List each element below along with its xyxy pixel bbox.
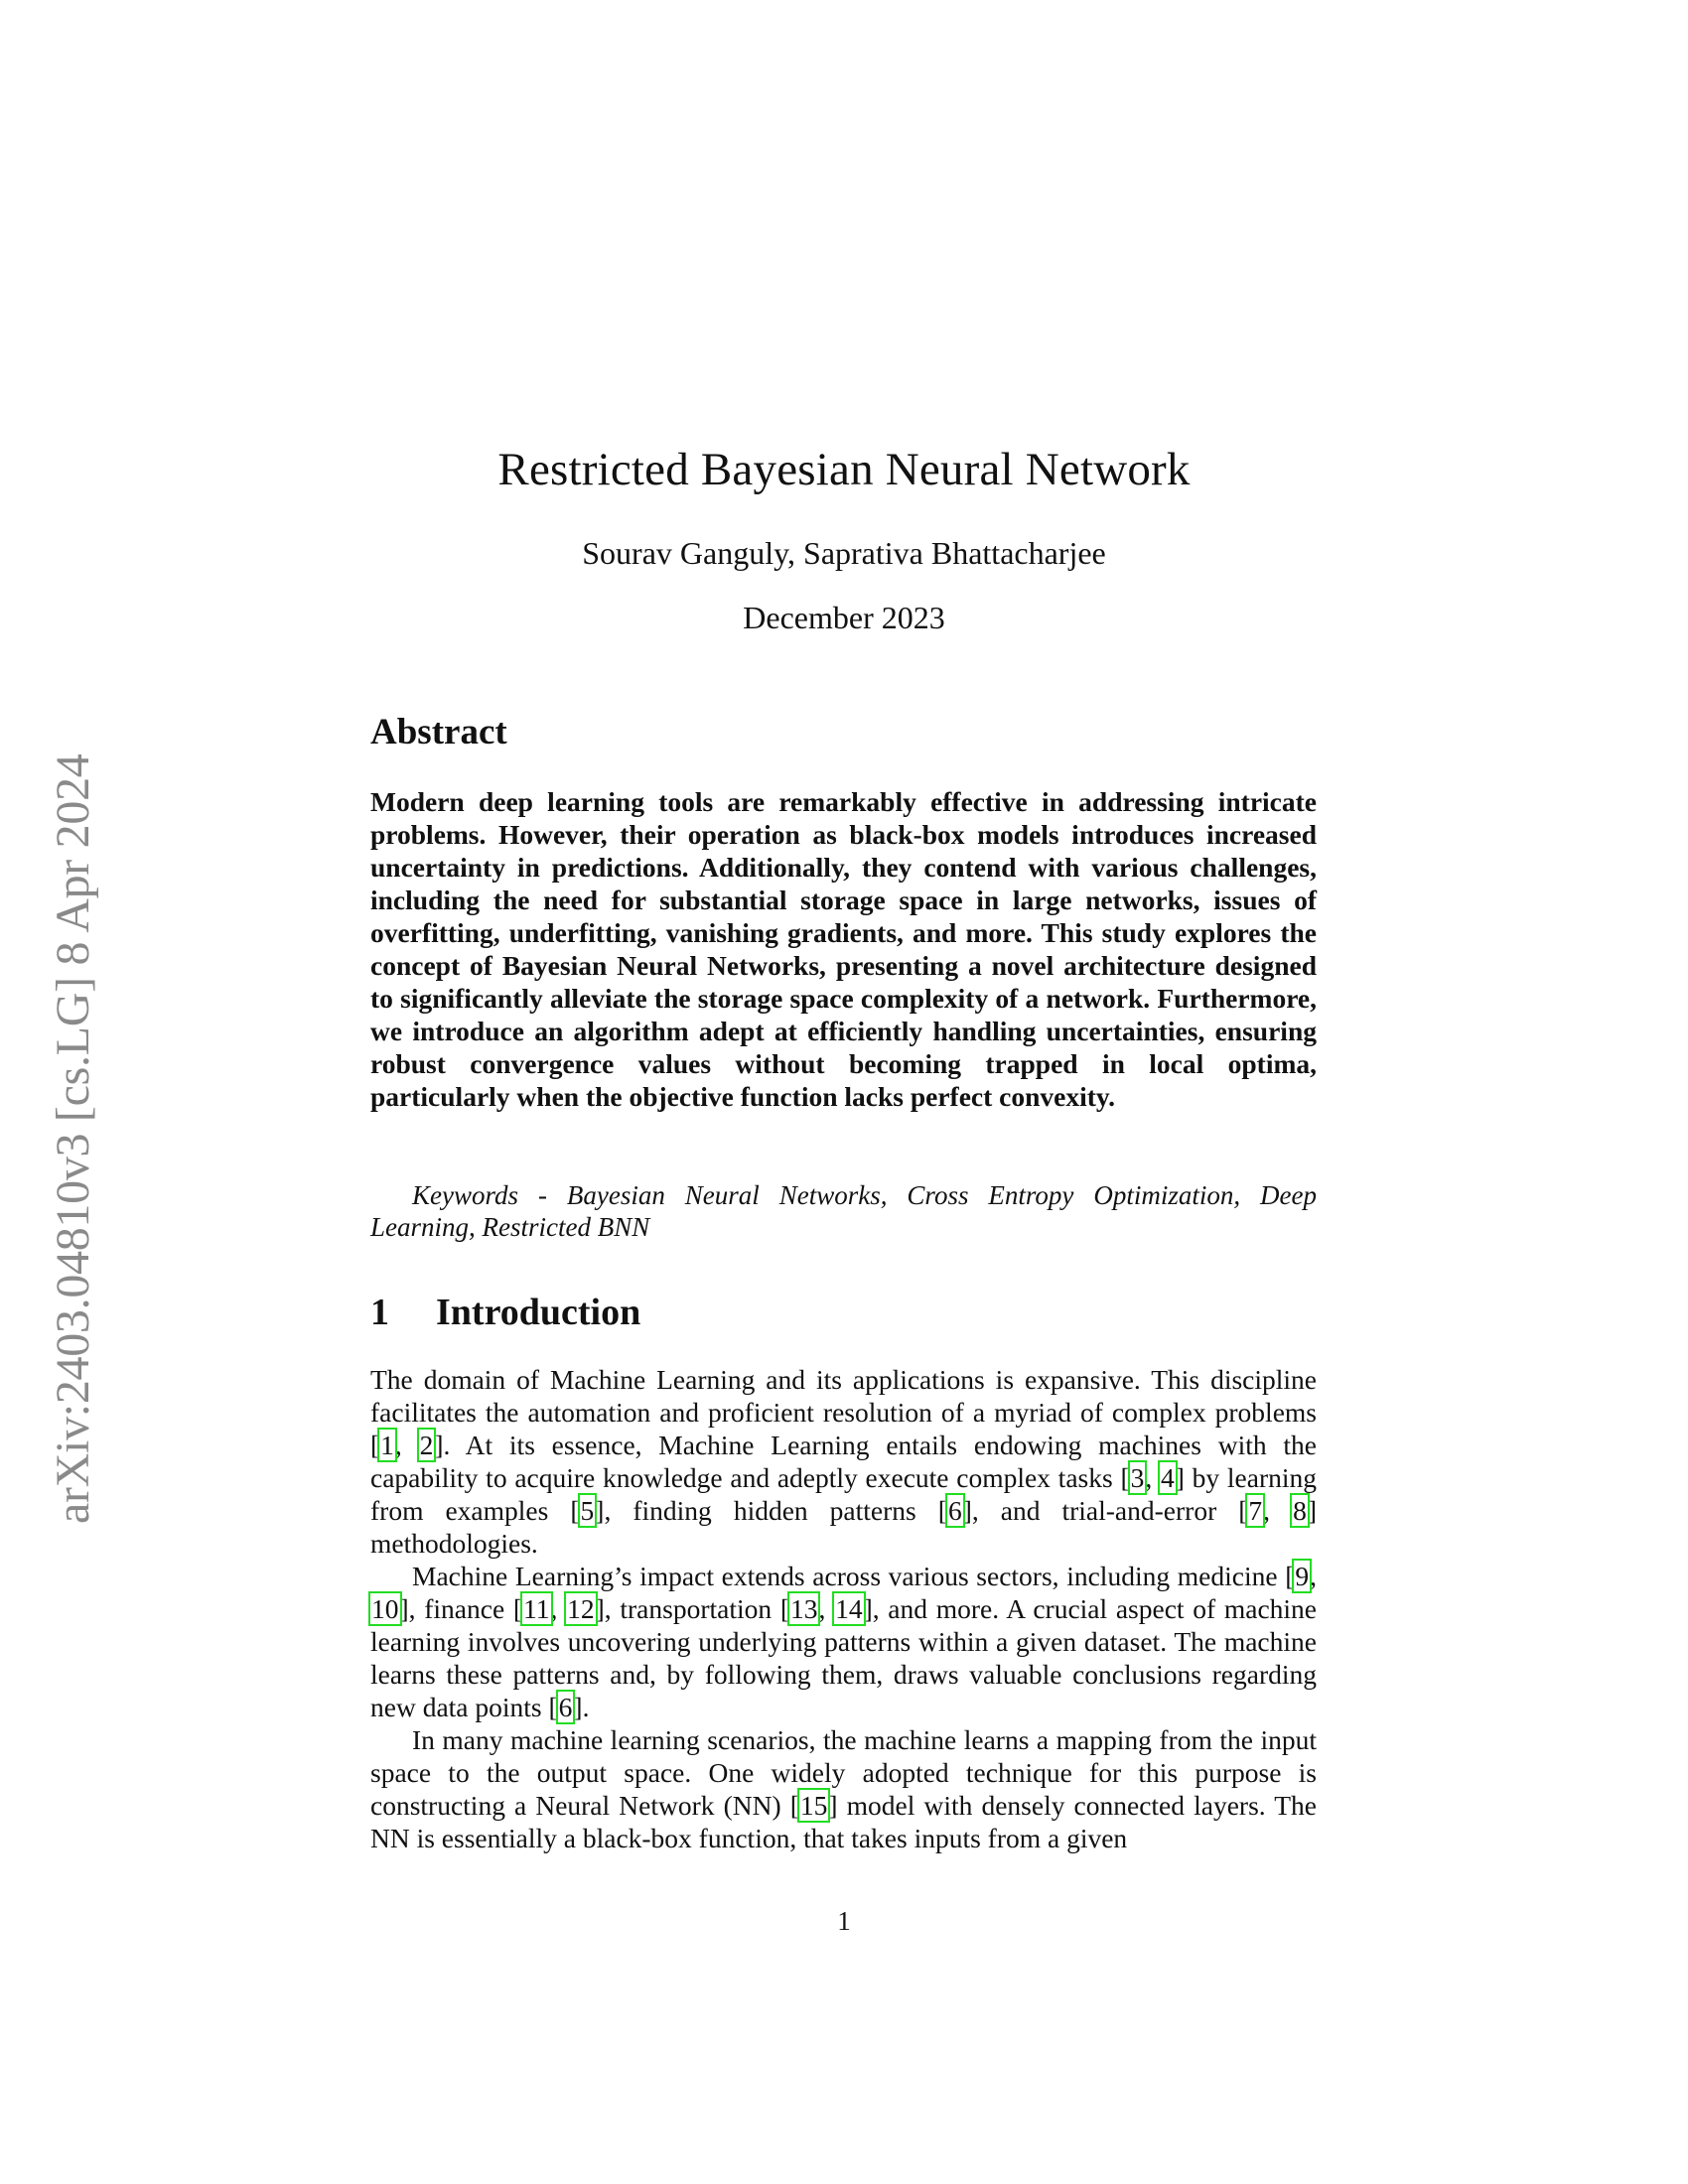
citation-link[interactable]: 10 (371, 1593, 399, 1624)
citation-link[interactable]: 14 (835, 1593, 863, 1624)
paragraph-text: by learning from examples (370, 1462, 1318, 1526)
citation-link[interactable]: 7 (1248, 1495, 1263, 1526)
paper-authors: Sourav Ganguly, Saprativa Bhattacharjee (582, 535, 1106, 571)
page-number: 1 (837, 1906, 851, 1936)
abstract-heading: Abstract (370, 712, 507, 752)
citation: [15] (789, 1790, 838, 1821)
citation-link[interactable]: 2 (419, 1430, 434, 1460)
citation: [13, 14] (779, 1593, 873, 1624)
citation: [5] (570, 1495, 605, 1526)
paragraph (370, 1723, 1317, 1854)
section-number: 1 (370, 1292, 389, 1333)
section-title: Introduction (436, 1292, 641, 1333)
paragraph-text: , finding hidden patterns (604, 1495, 938, 1526)
paragraph-text: In many machine learning scenarios, the machine learns a mapping from the input space to the output space. One widely adopted technique for this purpose is constructing a Neural Network (NN) (370, 1724, 1317, 1821)
citation-link[interactable]: 5 (580, 1495, 595, 1526)
paragraph-text: , and more. A crucial aspect of machine learning involves uncovering underlying patterns within a given dataset. The machine learns these patterns and, by following them, draws valuable conclusions regarding new data points (370, 1593, 1318, 1722)
paragraph-text: methodologies. (370, 1528, 538, 1559)
abstract-body: Modern deep learning tools are remarkably effective in addressing intricate problems. However, their operation as black-box models introduces increased uncertainty in predictions. Additionally, they contend with various challenges, including the need for substantial storage space in large networks, issues of overfitting, underfitting, vanishing gradients, and more. This study explores the concept of Bayesian Neural Networks, presenting a novel architecture designed to significantly alleviate the storage space complexity of a network. Furthermore, we introduce an algorithm adept at efficiently handling uncertainties, ensuring robust convergence values without becoming trapped in local optima, particularly when the objective function lacks perfect convexity. (370, 786, 1317, 1112)
paragraph-text: The domain of Machine Learning and its applications is expansive. This discipline facilitates the automation and proficient resolution of a myriad of complex problems (370, 1364, 1317, 1428)
citation-link[interactable]: 6 (558, 1692, 573, 1722)
citation-link[interactable]: 13 (789, 1593, 818, 1624)
citation: [3, 4] (1120, 1462, 1185, 1493)
citation-link[interactable]: 11 (523, 1593, 550, 1624)
citation-link[interactable]: 4 (1160, 1462, 1175, 1493)
citation-link[interactable]: 1 (380, 1430, 394, 1460)
citation: [9, 10] (371, 1561, 1317, 1624)
paragraph-text: , transportation (604, 1593, 780, 1624)
paper-date: December 2023 (743, 600, 945, 635)
citation: [7, 8] (1238, 1495, 1317, 1526)
paragraph-text: . (582, 1692, 590, 1722)
citation-link[interactable]: 15 (799, 1790, 828, 1821)
paper-title: Restricted Bayesian Neural Network (497, 444, 1191, 495)
citation-link[interactable]: 8 (1293, 1495, 1307, 1526)
paragraph-text: model with densely connected layers. The NN is essentially a black-box function, that takes inputs from a given (370, 1790, 1317, 1853)
section-heading-introduction (370, 1291, 1317, 1334)
arxiv-identifier-stamp: arXiv:2403.04810v3 [cs.LG] 8 Apr 2024 (47, 753, 99, 1524)
citation-link[interactable]: 9 (1295, 1561, 1310, 1591)
citation-link[interactable]: 6 (947, 1495, 962, 1526)
citation: [6] (548, 1692, 583, 1722)
paragraph-text: . At its essence, Machine Learning entails endowing machines with the capability to acquire knowledge and adeptly execute complex tasks (370, 1430, 1317, 1493)
citation-link[interactable]: 3 (1130, 1462, 1145, 1493)
citation-link[interactable]: 12 (567, 1593, 595, 1624)
paragraph-text: , and trial-and-error (971, 1495, 1239, 1526)
citation: [11, 12] (512, 1593, 605, 1624)
paragraph-text: Machine Learning’s impact extends across various sectors, including medicine (412, 1561, 1286, 1591)
paragraph-text: , finance (408, 1593, 513, 1624)
keywords: Keywords - Bayesian Neural Networks, Cross Entropy Optimization, Deep Learning, Restricted BNN (370, 1180, 1317, 1242)
citation: [6] (937, 1495, 972, 1526)
introduction-body (370, 1363, 1317, 1854)
paragraph (370, 1560, 1317, 1723)
citation: [1, 2] (370, 1430, 444, 1460)
paragraph (370, 1363, 1317, 1560)
